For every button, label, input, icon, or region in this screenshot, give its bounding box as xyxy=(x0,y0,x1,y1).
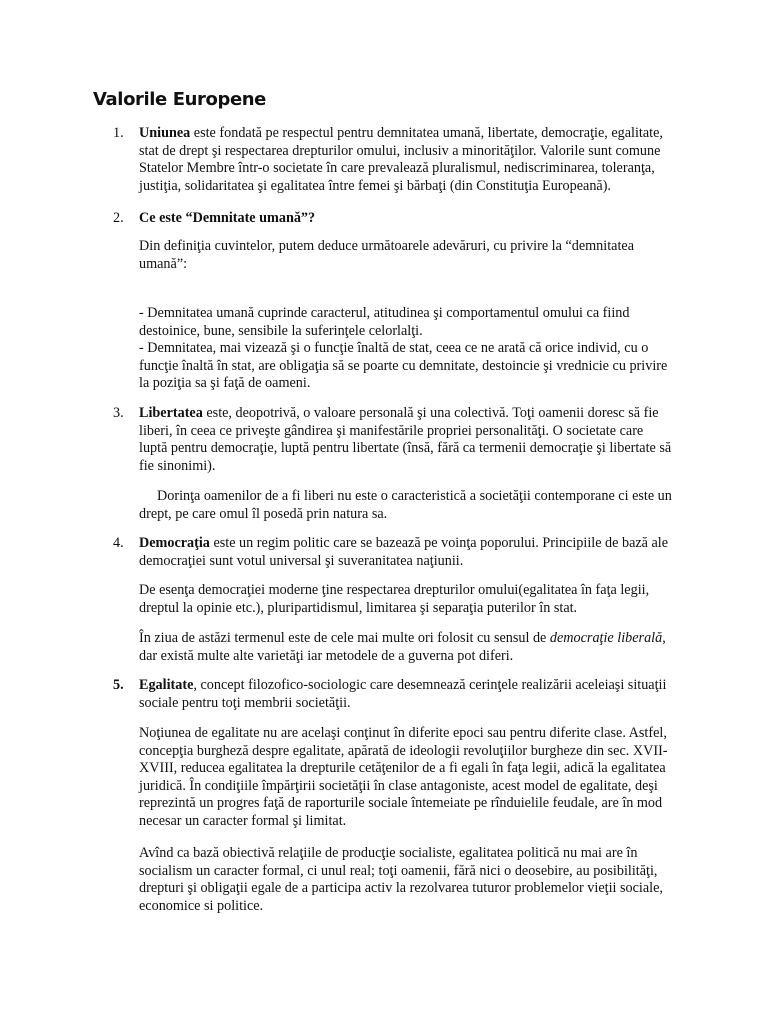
paragraph xyxy=(139,630,673,665)
paragraph: De esenţa democraţiei moderne ţine respectarea drepturilor omului(egalitatea în faţa legii, dreptul la opinie etc.), pluripartidismul, limitarea şi separaţia puterilor în stat. xyxy=(139,582,650,616)
item-number: 2. xyxy=(113,210,124,226)
paragraph: Din definiţia cuvintelor, putem deduce următoarele adevăruri, cu privire la “demnitatea umană”: xyxy=(139,238,634,272)
dash-paragraph: - Demnitatea umană cuprinde caracterul, atitudinea şi comportamentul omului ca fiind destoinice, bune, sensibile la suferinţele celorlalţi. xyxy=(139,305,630,339)
item-term: Ce este “Demnitate umană”? xyxy=(139,210,316,226)
item-term: Democraţia xyxy=(139,535,210,551)
item-body xyxy=(139,210,673,228)
paragraph-text: În ziua de astăzi termenul este de cele mai multe ori folosit cu sensul de xyxy=(139,630,550,646)
page-title: Valorile Europene xyxy=(93,89,266,110)
item-number: 4. xyxy=(113,535,124,551)
paragraph: Dorinţa oamenilor de a fi liberi nu este o caracteristică a societăţii contemporane ci este un drept, pe care omul îl posedă prin natura sa. xyxy=(139,488,672,522)
item-term: Uniunea xyxy=(139,125,191,141)
item-body xyxy=(139,405,673,475)
item-number: 5. xyxy=(113,677,124,693)
item-text: este un regim politic care se bazează pe voinţa poporului. Principiile de bază ale democraţiei sunt votul universal şi suveranitatea naţiunii. xyxy=(139,535,669,569)
item-term: Egalitate xyxy=(139,677,194,693)
item-term: Libertatea xyxy=(139,405,203,421)
item-text: este, deopotrivă, o valoare personală şi una colectivă. Toţi oamenii doresc să fie liberi, în ceea ce priveşte gândirea şi manifestările propriei personalităţi. O societate care luptă pentru democraţie, luptă pentru libertate (însă, fără ca termenii democraţie şi libertate să fie sinonimi). xyxy=(139,405,672,474)
item-body xyxy=(139,125,673,195)
italic-term: democraţie liberală xyxy=(549,630,663,646)
dash-paragraph: - Demnitatea, mai vizează şi o funcţie înaltă de stat, ceea ce ne arată că orice individ, cu o funcţie înaltă în stat, are obligaţia să se poarte cu demnitate, destoincie şi vrednicie cu privire la poziţia sa şi faţă de oameni. xyxy=(139,340,668,391)
paragraph: Avînd ca bază obiectivă relaţiile de producţie socialiste, egalitatea politică nu mai are în socialism un caracter formal, ci unul real; toţi oamenii, fără nici o deosebire, au posibilităţi, drepturi şi obligaţii egale de a participa activ la rezolvarea tuturor problemelor vieţii sociale, economice si politice. xyxy=(139,845,663,914)
item-body xyxy=(139,535,673,570)
paragraph-text: , dar există multe alte varietăţi iar metodele de a guverna pot diferi. xyxy=(139,630,666,664)
item-body xyxy=(139,677,673,712)
item-text: , concept filozofico-sociologic care desemnează cerinţele realizării aceleiaşi situaţii sociale pentru toţi membrii societăţii. xyxy=(139,677,667,711)
paragraph: Noţiunea de egalitate nu are acelaşi conţinut în diferite epoci sau pentru diferite clase. Astfel, concepţia burgheză despre egalitate, apărată de ideologii revoluţiilor burgheze din sec. XVII-XVIII, reducea egalitatea la drepturile cetăţenilor de a fi egali în faţa legii, adică la egalitatea juridică. În condiţiile împărţirii societăţii în clase antagoniste, acest model de egalitate, deşi reprezintă un progres faţă de raporturile sociale întemeiate pe rînduielile feudale, are în mod necesar un caracter formal şi limitat. xyxy=(139,725,668,829)
item-number: 1. xyxy=(113,125,124,141)
item-text: este fondată pe respectul pentru demnitatea umană, libertate, democraţie, egalitate, stat de drept şi respectarea drepturilor omului, inclusiv a minorităţilor. Valorile sunt comune Statelor Membre într-o societate în care prevalează pluralismul, nediscriminarea, toleranţa, justiţia, solidaritatea şi egalitatea între femei şi bărbaţi (din Constituţia Europeană). xyxy=(139,125,663,194)
item-number: 3. xyxy=(113,405,124,421)
